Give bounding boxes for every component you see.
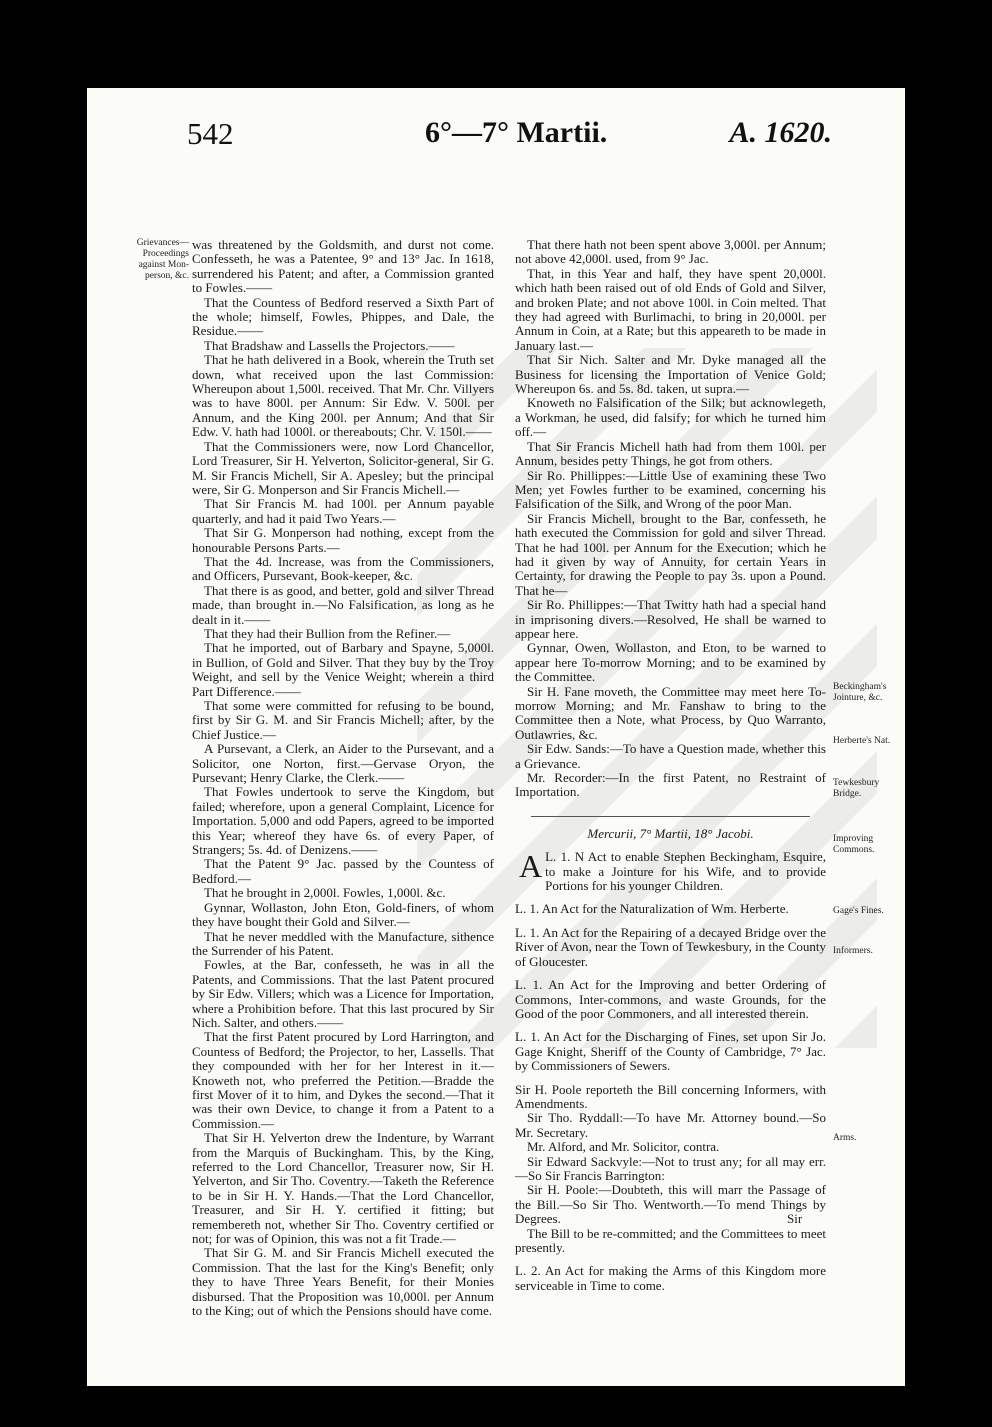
paragraph: Gynnar, Owen, Wollaston, and Eton, to be warned to appear here To-morrow Morning; and to be examined by the Committee. xyxy=(515,640,826,685)
paragraph: That Bradshaw and Lassells the Projectors.—— xyxy=(204,337,455,353)
paragraph: That the 4d. Increase, was from the Commissioners, and Officers, Pursevant, Book-keeper, &c. xyxy=(192,553,494,584)
paragraph: Sir H. Poole reporteth the Bill concerning Informers, with Amendments. xyxy=(515,1081,826,1111)
right-margin-note: Informers. xyxy=(833,946,873,956)
act-entry xyxy=(515,1264,826,1293)
page-number: 542 xyxy=(187,116,234,151)
act-text: An Act for the Repairing of a decayed Bridge over the River of Avon, near the Town of Tewkesbury, in the County of Gloucester. xyxy=(515,924,826,969)
paragraph: Mr. Alford, and Mr. Solicitor, contra. xyxy=(527,1139,720,1155)
paragraph: That Sir G. M. and Sir Francis Michell executed the Commission. That the last for the King's Benefit; only they to have Three Years Benefit, for their Monies disbursed. That the Proposition was 10,000l. per Annum to the King; out of which the Pensions should have come. xyxy=(192,1245,494,1319)
act-entry xyxy=(515,1030,826,1073)
act-text: An Act for the Naturalization of Wm. Herberte. xyxy=(541,901,789,917)
paragraph: That there hath not been spent above 3,000l. per Annum; not above 42,000l. used, from 9° Jac. xyxy=(515,237,826,267)
right-margin-note: Improving Commons. xyxy=(833,834,875,855)
paragraph: Sir Edw. Sands:—To have a Question made, whether this a Grievance. xyxy=(515,741,826,771)
paragraph: Sir Francis Michell, brought to the Bar, confesseth, he hath executed the Commission for gold and silver Thread. That he had 100l. per Annum for the Execution; which he had it given by way of Annuity, for certain Years in Certainty, for drawing the People to pay 3s. upon a Pound. That he— xyxy=(515,510,826,598)
paragraph: That Sir Francis M. had 100l. per Annum payable quarterly, and had it paid Two Years.— xyxy=(192,496,494,526)
paragraph: Fowles, at the Bar, confesseth, he was in all the Patents, and Commissions. That the last Patent procured by Sir Edw. Villers; which was a Licence for Importation, where a Prohibition before. That this last procured by Sir Nich. Salter, and others.—— xyxy=(192,957,494,1030)
left-margin-note: Grievances—Proceedings against Mon- person, &c. xyxy=(136,238,189,281)
catchword: Sir xyxy=(787,1211,803,1226)
act-text: An Act for the Improving and better Ordering of Commons, Inter-commons, and waste Grounds, for the Good of the poor Commoners, and all interested therein. xyxy=(515,977,826,1021)
paragraph: That he brought in 2,000l. Fowles, 1,000l. &c. xyxy=(204,885,446,901)
paragraph: That he hath delivered in a Book, wherein the Truth set down, what received upon the last Commission: Whereupon about 1,500l. received. That Mr. Chr. Villyers was to have 800l. per Annum: Sir Edw. V. 500l. per Annum, and the King 200l. per Annum; And that Sir Edw. V. hath had 1000l. or thereabouts; Chr. V. 150l.—— xyxy=(192,352,494,440)
paragraph: That some were committed for refusing to be bound, first by Sir G. M. and Sir Francis Michell; after, by the Chief Justice.— xyxy=(192,698,494,742)
paragraph: That the first Patent procured by Lord Harrington, and Countess of Bedford; the Projector, to her, Lassells. That they compounded with her for her Interest in it.—Knoweth not, who preferred the Petition.—Bradde the first Mover of it to him, and Dykes the second.—That it was their own Device, to change it from a Patent to a Commission.— xyxy=(192,1029,494,1131)
act-label: L. 1. xyxy=(515,1029,541,1045)
act-label: L. 1. xyxy=(515,924,540,940)
paragraph: That Fowles undertook to serve the Kingdom, but failed; wherefore, upon a general Complaint, Licence for Importation. 5,000 and odd Papers, agreed to be imported this Year; whereof they have 6s. of every Paper, of Strangers; 5s. 4d. of Denizens.—— xyxy=(192,784,494,858)
header-year: A. 1620. xyxy=(729,116,832,149)
paragraph: Sir H. Poole:—Doubteth, this will marr the Passage of the Bill.—So Sir Tho. Wentworth.—To mend Things by Degrees. xyxy=(515,1182,826,1227)
paragraph: That he imported, out of Barbary and Spayne, 5,000l. in Bullion, of Gold and Silver. That they buy by the Troy Weight, and sell by the Venice Weight; wherein a third Part Difference.—— xyxy=(192,640,494,699)
drop-cap: A xyxy=(519,848,543,885)
left-column xyxy=(192,238,494,1318)
right-margin-note: Beckingham's Jointure, &c. xyxy=(833,682,887,703)
paragraph: Knoweth no Falsification of the Silk; but acknowlegeth, a Workman, he used, did falsify; for which he turned him off.— xyxy=(515,395,826,440)
act-text: An Act for the Discharging of Fines, set upon Sir Jo. Gage Knight, Sheriff of the County of Cambridge, 7° Jac. by Commissioners of Sewers. xyxy=(515,1029,826,1074)
paragraph: That, in this Year and half, they have spent 20,000l. which hath been raised out of old Ends of Gold and Silver, and broken Plate; and not above 100l. in Coin melted. That they had agreed with Burlimachi, to bring in 20,000l. per Annum in Coin, at a Rate; but this appeareth to be made in January last.— xyxy=(515,265,826,353)
act-label: L. 1. xyxy=(515,977,543,993)
page-header xyxy=(187,116,832,160)
right-margin-note: Arms. xyxy=(833,1133,857,1143)
paragraph: That there is as good, and better, gold and silver Thread made, than brought in.—No Falsification, as long as he dealt in it.—— xyxy=(192,582,494,627)
paragraph: Sir H. Fane moveth, the Committee may meet here To-morrow Morning; and Mr. Fanshaw to bring to the Committee then a Note, what Process, by Quo Warranto, Outlawries, &c. xyxy=(515,683,826,742)
paragraph: That he never meddled with the Manufacture, sithence the Surrender of his Patent. xyxy=(192,928,494,958)
paragraph: That the Patent 9° Jac. passed by the Countess of Bedford.— xyxy=(192,856,494,886)
act-label: L. 1. xyxy=(545,849,571,865)
paragraph: That Sir G. Monperson had nothing, except from the honourable Persons Parts.— xyxy=(192,525,494,555)
act-entry xyxy=(515,850,826,893)
act-entry xyxy=(515,926,826,969)
paragraph: That the Commissioners were, now Lord Chancellor, Lord Treasurer, Sir H. Yelverton, Solicitor-general, Sir G. M. Sir Francis Michell, Sir A. Apesley; but the principal were, Sir G. Monperson and Sir Francis Michell.— xyxy=(192,438,494,497)
paragraph: Sir Edward Sackvyle:—Not to trust any; for all may err.—So Sir Francis Barrington: xyxy=(515,1153,826,1183)
paragraph: A Pursevant, a Clerk, an Aider to the Pursevant, and a Solicitor, one Norton, first.—Gervase Oryon, the Pursevant; Henry Clarke, the Clerk.—— xyxy=(192,741,494,786)
section-heading: Mercurii, 7° Martii, 18° Jacobi. xyxy=(587,825,754,841)
right-margin-note: Herberte's Nat. xyxy=(833,736,891,746)
act-label: L. 1. xyxy=(515,901,540,917)
section-divider xyxy=(531,816,811,817)
act-text: An Act for making the Arms of this Kingdom more serviceable in Time to come. xyxy=(515,1263,826,1293)
paragraph: That they had their Bullion from the Refiner.— xyxy=(204,625,451,641)
paragraph: Gynnar, Wollaston, John Eton, Gold-finers, of whom they have bought their Gold and Silver.— xyxy=(192,899,494,930)
act-text: N Act to enable Stephen Beckingham, Esquire, to make a Jointure for his Wife, and to provide Portions for his younger Children. xyxy=(545,849,826,894)
paragraph: The Bill to be re-committed; and the Committees to meet presently. xyxy=(515,1225,826,1255)
right-margin-note: Tewkesbury Bridge. xyxy=(833,778,880,799)
paragraph: That Sir H. Yelverton drew the Indenture, by Warrant from the Marquis of Buckingham. This, by the King, referred to the Lord Chancellor, Treasurer now, Sir H. Yelverton, and Sir Tho. Coventry.—Taketh the Reference to be in Sir H. Y. Hands.—That the Lord Chancellor, Treasurer, and Sir H. Y. certified it fitting; but remembereth not, whether Sir Tho. Coventry certified or not; for was of Opinion, this was not a fit Trade.— xyxy=(192,1130,494,1247)
right-column xyxy=(515,238,826,1293)
header-date: 6°—7° Martii. xyxy=(425,116,608,149)
document-page xyxy=(87,88,905,1386)
right-margin-note: Gage's Fines. xyxy=(833,906,884,916)
paragraph: Sir Ro. Phillippes:—Little Use of examining these Two Men; yet Fowles further to be examined, concerning his Falsification of the Silk, and Wrong of the poor Man. xyxy=(515,467,826,512)
paragraph: That Sir Nich. Salter and Mr. Dyke managed all the Business for licensing the Importation of Venice Gold; Whereupon 6s. and 5s. 8d. taken, ut supra.— xyxy=(515,352,826,397)
act-label: L. 2. xyxy=(515,1263,541,1279)
paragraph: Sir Tho. Ryddall:—To have Mr. Attorney bound.—So Mr. Secretary. xyxy=(515,1110,826,1140)
paragraph: Mr. Recorder:—In the first Patent, no Restraint of Importation. xyxy=(515,770,826,800)
paragraph: That the Countess of Bedford reserved a Sixth Part of the whole; himself, Fowles, Phippes, and Dale, the Residue.—— xyxy=(192,294,494,339)
act-entry xyxy=(515,902,826,916)
paragraph: Sir Ro. Phillippes:—That Twitty hath had a special hand in imprisoning divers.—Resolved, He shall be warned to appear here. xyxy=(515,597,826,641)
paragraph: was threatened by the Goldsmith, and durst not come. Confesseth, he was a Patentee, 9° and 13° Jac. In 1618, surrendered his Patent; and after, a Commission granted to Fowles.—— xyxy=(192,237,494,296)
act-entry xyxy=(515,978,826,1021)
paragraph: That Sir Francis Michell hath had from them 100l. per Annum, besides petty Things, he got from others. xyxy=(515,438,826,469)
